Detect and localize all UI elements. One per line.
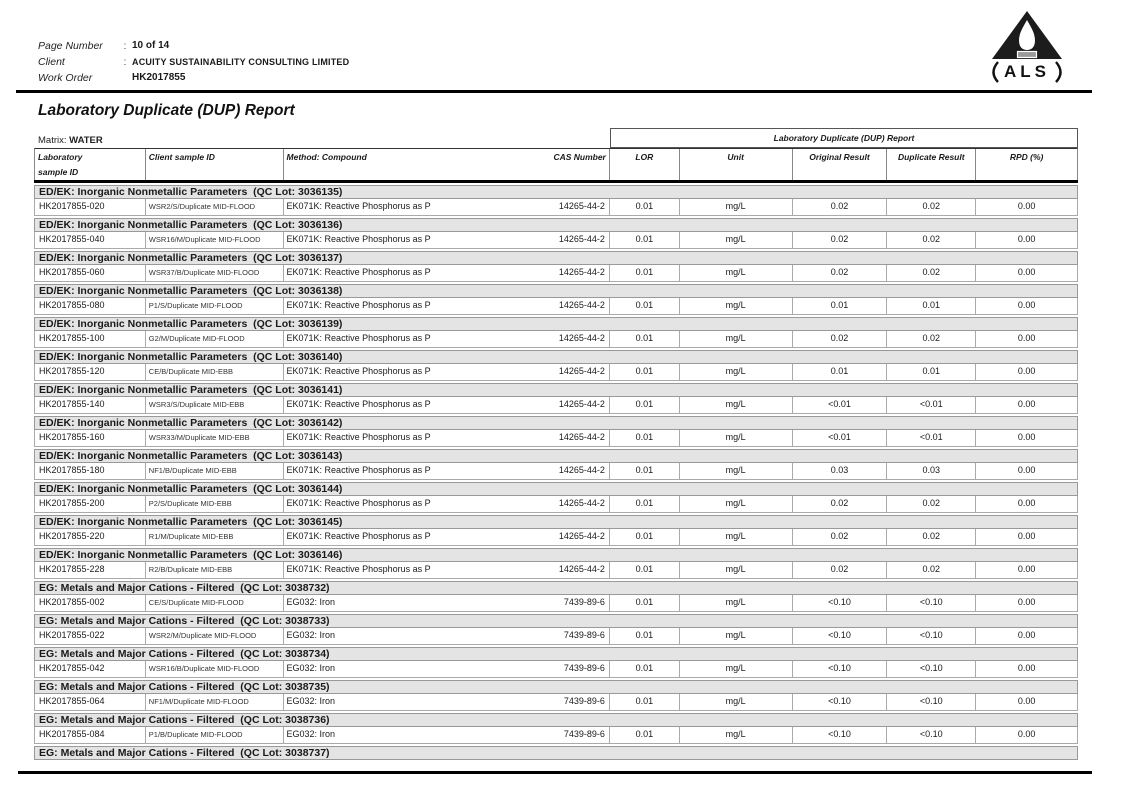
cas-number-cell: 14265-44-2 [505, 232, 610, 248]
lab-sample-id-cell: HK2017855-200 [35, 496, 146, 512]
lor-cell: 0.01 [610, 298, 680, 314]
separator: : [123, 56, 127, 68]
unit-cell: mg/L [680, 199, 793, 215]
page-number-value: 10 of 14 [132, 40, 170, 51]
method-compound-cell: EK071K: Reactive Phosphorus as P [286, 564, 431, 574]
section-header: ED/EK: Inorganic Nonmetallic Parameters (QC Lot: 3036137) [34, 251, 1078, 265]
cas-number-cell: 14265-44-2 [505, 562, 610, 578]
unit-cell: mg/L [680, 232, 793, 248]
laboratory-header-line1: Laboratory [38, 152, 83, 162]
cas-number-cell: 7439-89-6 [505, 661, 610, 677]
lab-sample-id-cell: HK2017855-064 [35, 694, 146, 710]
section-header: EG: Metals and Major Cations - Filtered (QC Lot: 3038736) [34, 713, 1078, 727]
lor-cell: 0.01 [610, 430, 680, 446]
section-header: EG: Metals and Major Cations - Filtered (QC Lot: 3038732) [34, 581, 1078, 595]
client-sample-id-cell: R1/M/Duplicate MID-EBB [146, 529, 284, 545]
unit-header: Unit [680, 149, 793, 180]
section-header: ED/EK: Inorganic Nonmetallic Parameters (QC Lot: 3036140) [34, 350, 1078, 364]
lab-sample-id-cell: HK2017855-228 [35, 562, 146, 578]
method-compound-cell: EG032: Iron [286, 696, 336, 706]
client-row [38, 54, 349, 70]
unit-cell: mg/L [680, 463, 793, 479]
rpd-cell: 0.00 [1017, 267, 1036, 277]
original-result-cell: <0.10 [793, 595, 888, 611]
original-result-cell: 0.01 [793, 364, 888, 380]
original-result-cell: <0.10 [793, 694, 888, 710]
lor-cell: 0.01 [610, 694, 680, 710]
duplicate-result-cell: 0.02 [887, 529, 976, 545]
duplicate-result-cell: <0.01 [887, 430, 976, 446]
lab-sample-id-cell: HK2017855-100 [35, 331, 146, 347]
duplicate-result-cell: 0.01 [887, 364, 976, 380]
client-sample-id-cell: NF1/B/Duplicate MID-EBB [146, 463, 284, 479]
cas-number-cell: 14265-44-2 [505, 430, 610, 446]
original-result-cell: 0.02 [793, 496, 888, 512]
client-sample-id-cell: WSR3/S/Duplicate MID-EBB [146, 397, 284, 413]
lor-cell: 0.01 [610, 628, 680, 644]
lor-cell: 0.01 [610, 199, 680, 215]
unit-cell: mg/L [680, 628, 793, 644]
rpd-cell: 0.00 [1017, 366, 1036, 376]
original-result-cell: 0.01 [793, 298, 888, 314]
duplicate-result-cell: <0.10 [887, 595, 976, 611]
client-sample-id-cell: R2/B/Duplicate MID-EBB [146, 562, 284, 578]
lab-sample-id-cell: HK2017855-120 [35, 364, 146, 380]
section-header: ED/EK: Inorganic Nonmetallic Parameters (QC Lot: 3036138) [34, 284, 1078, 298]
original-result-cell: 0.02 [793, 529, 888, 545]
span-header: Laboratory Duplicate (DUP) Report [610, 128, 1078, 148]
method-compound-cell: EK071K: Reactive Phosphorus as P [286, 366, 431, 376]
rpd-header: RPD (%) [1009, 152, 1044, 162]
rpd-cell: 0.00 [1017, 597, 1036, 607]
method-compound-cell: EG032: Iron [286, 630, 336, 640]
lab-sample-id-cell: HK2017855-220 [35, 529, 146, 545]
table-row [34, 298, 1078, 315]
rpd-cell: 0.00 [1017, 333, 1036, 343]
client-sample-id-cell: P1/B/Duplicate MID-FLOOD [146, 727, 284, 743]
table-row [34, 562, 1078, 579]
laboratory-header-line2: sample ID [38, 167, 79, 177]
cas-number-cell: 14265-44-2 [505, 397, 610, 413]
rpd-cell: 0.00 [1017, 234, 1036, 244]
method-compound-cell: EK071K: Reactive Phosphorus as P [286, 531, 431, 541]
lab-sample-id-cell: HK2017855-160 [35, 430, 146, 446]
section-header: EG: Metals and Major Cations - Filtered (QC Lot: 3038734) [34, 647, 1078, 661]
lor-cell: 0.01 [610, 364, 680, 380]
original-result-cell: <0.10 [793, 628, 888, 644]
als-logo-icon [985, 10, 1069, 86]
cas-number-cell: 14265-44-2 [505, 463, 610, 479]
unit-cell: mg/L [680, 430, 793, 446]
cas-number-cell: 7439-89-6 [505, 628, 610, 644]
section-header: EG: Metals and Major Cations - Filtered (QC Lot: 3038733) [34, 614, 1078, 628]
cas-number-cell: 14265-44-2 [505, 496, 610, 512]
unit-cell: mg/L [680, 496, 793, 512]
rpd-cell: 0.00 [1017, 696, 1036, 706]
table-row [34, 595, 1078, 612]
method-compound-cell: EK071K: Reactive Phosphorus as P [286, 333, 431, 343]
original-result-cell: <0.01 [793, 430, 888, 446]
unit-cell: mg/L [680, 331, 793, 347]
table-row [34, 529, 1078, 546]
rpd-cell: 0.00 [1017, 564, 1036, 574]
client-sample-id-cell: WSR2/M/Duplicate MID-FLOOD [146, 628, 284, 644]
laboratory-sample-id-header [35, 149, 146, 180]
work-order-label: Work Order [38, 72, 93, 84]
cas-number-cell: 14265-44-2 [505, 331, 610, 347]
duplicate-result-cell: <0.10 [887, 727, 976, 743]
section-header: EG: Metals and Major Cations - Filtered (QC Lot: 3038737) [34, 746, 1078, 760]
client-sample-id-cell: CE/S/Duplicate MID-FLOOD [146, 595, 284, 611]
page-number-row [38, 38, 349, 54]
rpd-cell: 0.00 [1017, 498, 1036, 508]
client-sample-id-cell: CE/B/Duplicate MID-EBB [146, 364, 284, 380]
duplicate-result-cell: 0.02 [887, 232, 976, 248]
original-result-cell: 0.02 [793, 265, 888, 281]
work-order-row [38, 70, 349, 86]
cas-number-cell: 7439-89-6 [505, 595, 610, 611]
rpd-cell: 0.00 [1017, 201, 1036, 211]
lor-header: LOR [610, 149, 680, 180]
original-result-header: Original Result [793, 149, 888, 180]
duplicate-result-cell: <0.01 [887, 397, 976, 413]
lor-cell: 0.01 [610, 562, 680, 578]
svg-text:ALS: ALS [1004, 62, 1050, 81]
matrix-label: Matrix: [38, 135, 67, 146]
unit-cell: mg/L [680, 694, 793, 710]
client-sample-id-cell: P2/S/Duplicate MID-EBB [146, 496, 284, 512]
lor-cell: 0.01 [610, 595, 680, 611]
cas-number-cell: 14265-44-2 [505, 298, 610, 314]
cas-number-cell: 14265-44-2 [505, 265, 610, 281]
header-divider-rule [16, 90, 1092, 93]
page-number-label: Page Number [38, 40, 103, 52]
separator [118, 70, 132, 86]
client-sample-id-cell: WSR16/B/Duplicate MID-FLOOD [146, 661, 284, 677]
client-sample-id-cell: G2/M/Duplicate MID-FLOOD [146, 331, 284, 347]
section-header: ED/EK: Inorganic Nonmetallic Parameters (QC Lot: 3036146) [34, 548, 1078, 562]
lab-sample-id-cell: HK2017855-022 [35, 628, 146, 644]
footer-rule [18, 771, 1092, 774]
section-header: ED/EK: Inorganic Nonmetallic Parameters (QC Lot: 3036145) [34, 515, 1078, 529]
lab-sample-id-cell: HK2017855-060 [35, 265, 146, 281]
original-result-cell: <0.01 [793, 397, 888, 413]
lor-cell: 0.01 [610, 463, 680, 479]
client-sample-id-cell: WSR2/S/Duplicate MID-FLOOD [146, 199, 284, 215]
table-row [34, 463, 1078, 480]
section-header: ED/EK: Inorganic Nonmetallic Parameters (QC Lot: 3036136) [34, 218, 1078, 232]
method-compound-cell: EK071K: Reactive Phosphorus as P [286, 300, 431, 310]
method-compound-cell: EK071K: Reactive Phosphorus as P [286, 498, 431, 508]
unit-cell: mg/L [680, 562, 793, 578]
lor-cell: 0.01 [610, 397, 680, 413]
separator: : [123, 40, 127, 52]
table-row [34, 727, 1078, 744]
rpd-cell: 0.00 [1017, 729, 1036, 739]
client-value: ACUITY SUSTAINABILITY CONSULTING LIMITED [132, 57, 350, 67]
unit-cell: mg/L [680, 265, 793, 281]
lor-cell: 0.01 [610, 529, 680, 545]
method-compound-header: Method: Compound [286, 152, 367, 162]
section-header: ED/EK: Inorganic Nonmetallic Parameters (QC Lot: 3036144) [34, 482, 1078, 496]
rpd-cell: 0.00 [1017, 300, 1036, 310]
rpd-cell: 0.00 [1017, 663, 1036, 673]
client-sample-id-cell: NF1/M/Duplicate MID-FLOOD [146, 694, 284, 710]
duplicate-result-cell: 0.02 [887, 265, 976, 281]
lor-cell: 0.01 [610, 496, 680, 512]
matrix-line [38, 135, 103, 146]
duplicate-result-cell: 0.02 [887, 199, 976, 215]
table-row [34, 232, 1078, 249]
table-row [34, 430, 1078, 447]
lor-cell: 0.01 [610, 232, 680, 248]
original-result-cell: 0.02 [793, 199, 888, 215]
method-compound-cell: EK071K: Reactive Phosphorus as P [286, 201, 431, 211]
lor-cell: 0.01 [610, 661, 680, 677]
client-label: Client [38, 56, 65, 68]
cas-number-cell: 7439-89-6 [505, 694, 610, 710]
duplicate-result-cell: 0.02 [887, 496, 976, 512]
duplicate-result-header: Duplicate Result [887, 149, 976, 180]
header-bottom-rule [34, 180, 1078, 183]
client-sample-id-cell: P1/S/Duplicate MID-FLOOD [146, 298, 284, 314]
lab-sample-id-cell: HK2017855-040 [35, 232, 146, 248]
cas-number-cell: 7439-89-6 [505, 727, 610, 743]
matrix-value: WATER [69, 135, 103, 146]
duplicate-result-cell: 0.02 [887, 331, 976, 347]
duplicate-result-cell: <0.10 [887, 628, 976, 644]
lor-cell: 0.01 [610, 331, 680, 347]
method-compound-cell: EK071K: Reactive Phosphorus as P [286, 234, 431, 244]
client-sample-id-cell: WSR37/B/Duplicate MID-FLOOD [146, 265, 284, 281]
lab-sample-id-cell: HK2017855-002 [35, 595, 146, 611]
table-row [34, 199, 1078, 216]
original-result-cell: 0.02 [793, 232, 888, 248]
lor-cell: 0.01 [610, 265, 680, 281]
method-compound-cell: EK071K: Reactive Phosphorus as P [286, 399, 431, 409]
unit-cell: mg/L [680, 397, 793, 413]
rpd-cell: 0.00 [1017, 531, 1036, 541]
lab-sample-id-cell: HK2017855-080 [35, 298, 146, 314]
section-header: EG: Metals and Major Cations - Filtered (QC Lot: 3038735) [34, 680, 1078, 694]
rpd-cell: 0.00 [1017, 465, 1036, 475]
unit-cell: mg/L [680, 595, 793, 611]
table-body [34, 185, 1078, 760]
method-compound-cell: EG032: Iron [286, 663, 336, 673]
rpd-cell: 0.00 [1017, 399, 1036, 409]
lor-cell: 0.01 [610, 727, 680, 743]
duplicate-result-cell: 0.01 [887, 298, 976, 314]
column-header-row [34, 148, 1078, 180]
lab-sample-id-cell: HK2017855-084 [35, 727, 146, 743]
table-row [34, 397, 1078, 414]
method-compound-cell: EK071K: Reactive Phosphorus as P [286, 432, 431, 442]
lab-sample-id-cell: HK2017855-180 [35, 463, 146, 479]
table-row [34, 694, 1078, 711]
lab-sample-id-cell: HK2017855-140 [35, 397, 146, 413]
original-result-cell: <0.10 [793, 661, 888, 677]
lab-sample-id-cell: HK2017855-020 [35, 199, 146, 215]
table-row [34, 661, 1078, 678]
rpd-cell: 0.00 [1017, 630, 1036, 640]
unit-cell: mg/L [680, 727, 793, 743]
work-order-value: HK2017855 [132, 72, 186, 83]
section-header: ED/EK: Inorganic Nonmetallic Parameters (QC Lot: 3036141) [34, 383, 1078, 397]
original-result-cell: <0.10 [793, 727, 888, 743]
table-row [34, 496, 1078, 513]
table-row [34, 331, 1078, 348]
unit-cell: mg/L [680, 661, 793, 677]
client-sample-id-cell: WSR33/M/Duplicate MID-EBB [146, 430, 284, 446]
method-compound-cell: EK071K: Reactive Phosphorus as P [286, 267, 431, 277]
duplicate-result-cell: <0.10 [887, 694, 976, 710]
section-header: ED/EK: Inorganic Nonmetallic Parameters (QC Lot: 3036142) [34, 416, 1078, 430]
unit-cell: mg/L [680, 529, 793, 545]
client-sample-id-header: Client sample ID [146, 149, 284, 180]
report-title: Laboratory Duplicate (DUP) Report [38, 102, 295, 119]
lab-sample-id-cell: HK2017855-042 [35, 661, 146, 677]
original-result-cell: 0.03 [793, 463, 888, 479]
cas-number-header: CAS Number [505, 149, 610, 180]
table-row [34, 628, 1078, 645]
original-result-cell: 0.02 [793, 562, 888, 578]
method-compound-cell: EG032: Iron [286, 729, 336, 739]
original-result-cell: 0.02 [793, 331, 888, 347]
table-row [34, 265, 1078, 282]
als-logo [985, 10, 1069, 91]
table-row [34, 364, 1078, 381]
duplicate-result-cell: 0.02 [887, 562, 976, 578]
section-header: ED/EK: Inorganic Nonmetallic Parameters (QC Lot: 3036135) [34, 185, 1078, 199]
section-header: ED/EK: Inorganic Nonmetallic Parameters (QC Lot: 3036143) [34, 449, 1078, 463]
cas-number-cell: 14265-44-2 [505, 529, 610, 545]
method-compound-cell: EK071K: Reactive Phosphorus as P [286, 465, 431, 475]
page-metadata [38, 38, 349, 86]
unit-cell: mg/L [680, 364, 793, 380]
method-compound-cell: EG032: Iron [286, 597, 336, 607]
client-sample-id-cell: WSR16/M/Duplicate MID-FLOOD [146, 232, 284, 248]
cas-number-cell: 14265-44-2 [505, 199, 610, 215]
unit-cell: mg/L [680, 298, 793, 314]
duplicate-result-cell: 0.03 [887, 463, 976, 479]
duplicate-result-cell: <0.10 [887, 661, 976, 677]
cas-number-cell: 14265-44-2 [505, 364, 610, 380]
rpd-cell: 0.00 [1017, 432, 1036, 442]
section-header: ED/EK: Inorganic Nonmetallic Parameters (QC Lot: 3036139) [34, 317, 1078, 331]
